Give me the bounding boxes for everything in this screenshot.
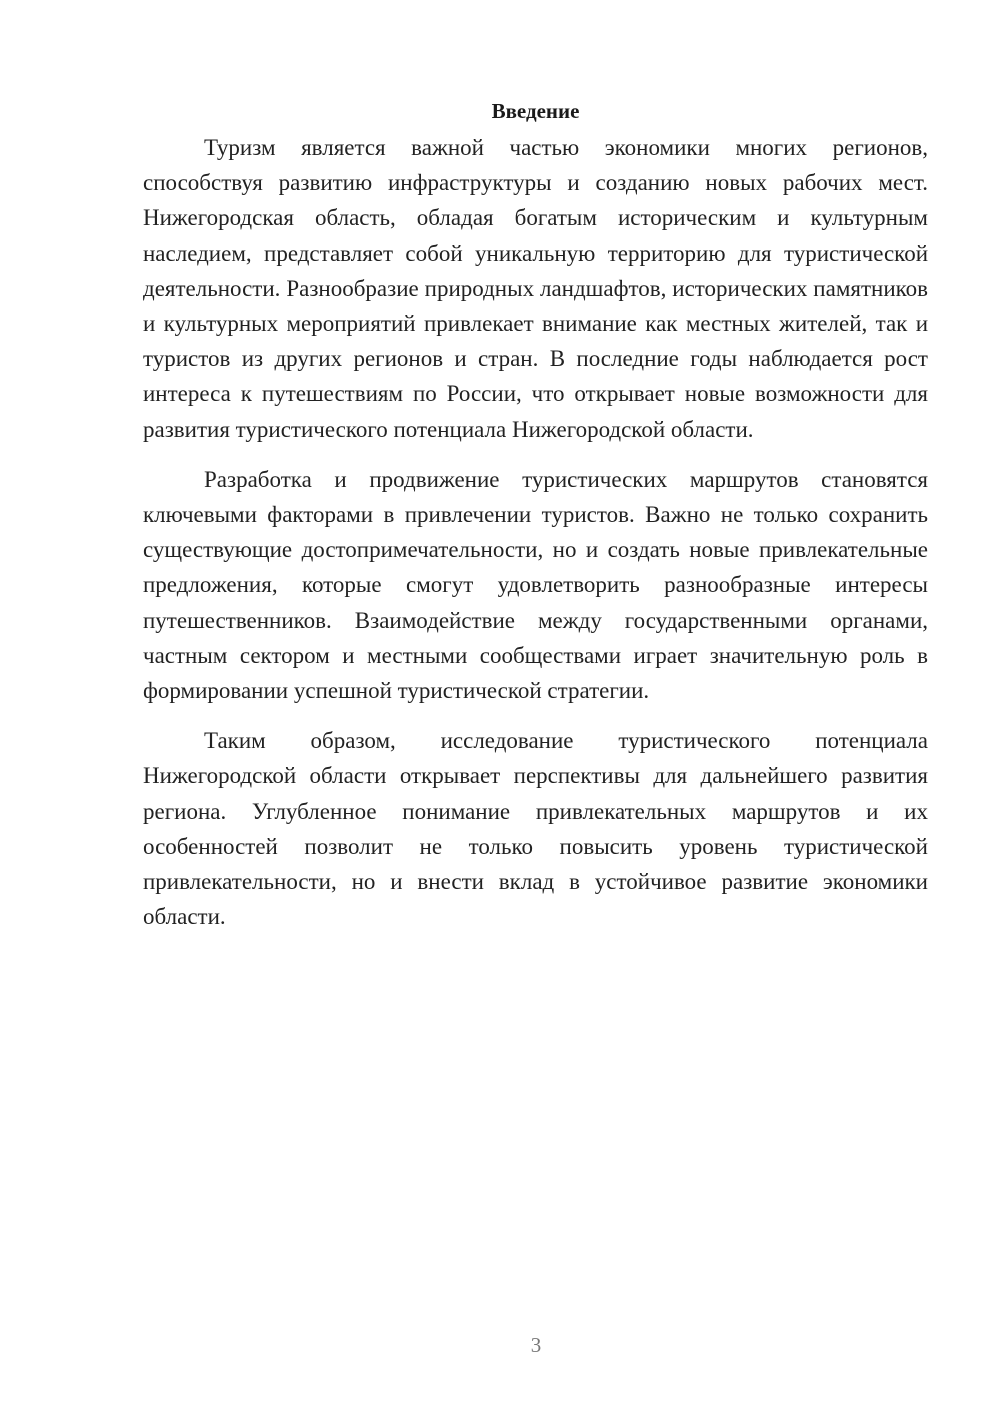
paragraph-1: Туризм является важной частью экономики многих регионов, способствуя развитию инфраструктуры и созданию новых рабочих мест. Нижегородская область, обладая богатым историческим и культурным наследием, представляет собой уникальную территорию для туристической деятельности. Разнообразие природных ландшафтов, исторических памятников и культурных мероприятий привлекает внимание как местных жителей, так и туристов из других регионов и стран. В последние годы наблюдается рост интереса к путешествиям по России, что открывает новые возможности для развития туристического потенциала Нижегородской области. xyxy=(143,135,928,442)
page-content xyxy=(143,94,928,949)
section-title: Введение xyxy=(491,99,580,123)
paragraph-3: Таким образом, исследование туристического потенциала Нижегородской области открывает перспективы для дальнейшего развития региона. Углубленное понимание привлекательных маршрутов и их особенностей позволит не только повысить уровень туристической привлекательности, но и внести вклад в устойчивое развитие экономики области. xyxy=(143,728,928,930)
page-number: 3 xyxy=(530,1333,542,1357)
paragraph-2: Разработка и продвижение туристических маршрутов становятся ключевыми факторами в привлечении туристов. Важно не только сохранить существующие достопримечательности, но и создать новые привлекательные предложения, которые смогут удовлетворить разнообразные интересы путешественников. Взаимодействие между государственными органами, частным сектором и местными сообществами играет значительную роль в формировании успешной туристической стратегии. xyxy=(143,466,928,704)
